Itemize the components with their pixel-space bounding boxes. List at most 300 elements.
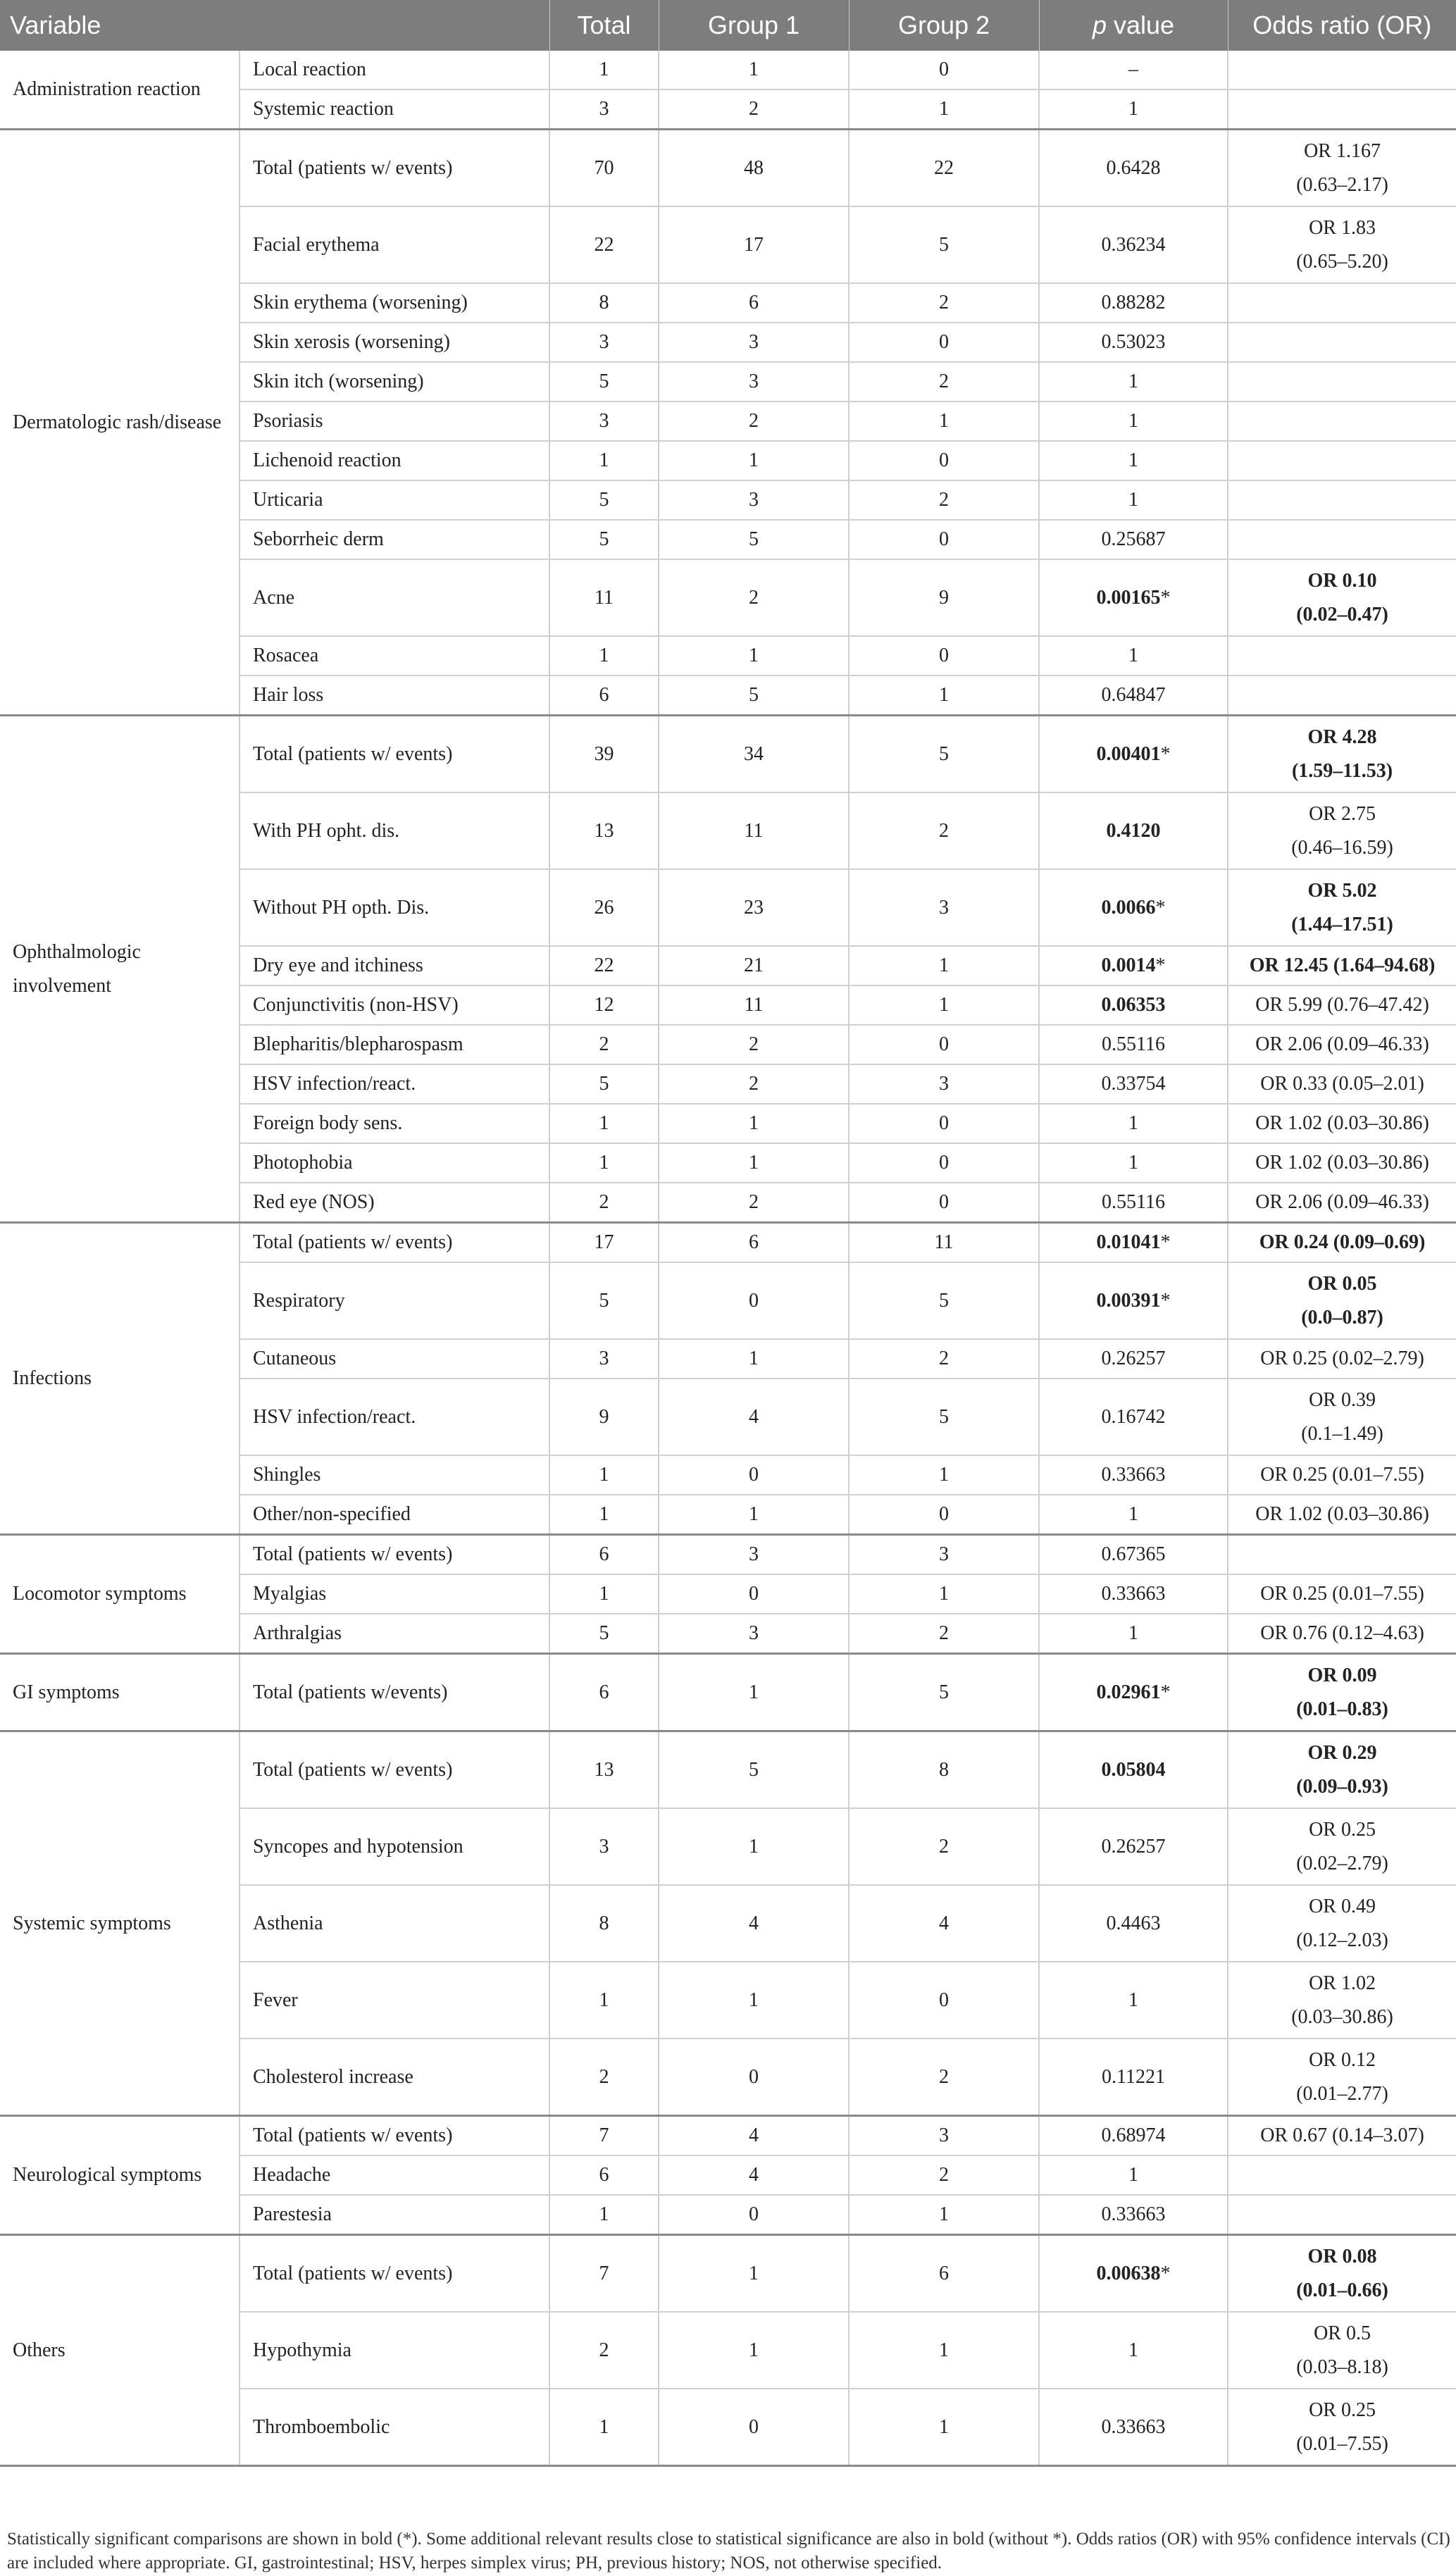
- total-cell: 22: [549, 946, 659, 985]
- p-value-text: 0.02961: [1096, 1681, 1161, 1703]
- row-label: Urticaria: [239, 480, 549, 520]
- p-value-cell: [1039, 1223, 1228, 1263]
- p-value-cell: [1039, 89, 1228, 130]
- row-label: Asthenia: [239, 1885, 549, 1962]
- group2-cell: 0: [849, 1143, 1039, 1183]
- p-value-cell: [1039, 1731, 1228, 1809]
- odds-ratio-cell: [1228, 441, 1456, 480]
- group1-cell: 0: [659, 1262, 849, 1339]
- significance-star: *: [1160, 1231, 1171, 1253]
- row-label: Thromboembolic: [239, 2389, 549, 2466]
- group1-cell: 2: [659, 559, 849, 636]
- p-value-text: 1: [1128, 371, 1139, 392]
- group1-cell: 5: [659, 676, 849, 716]
- p-value-text: 0.68974: [1101, 2124, 1166, 2146]
- p-value-cell: [1039, 362, 1228, 402]
- group1-cell: 0: [659, 1574, 849, 1614]
- p-value-text: 0.00401: [1096, 742, 1161, 765]
- p-value-cell: [1039, 1614, 1228, 1654]
- group1-cell: 3: [659, 1535, 849, 1575]
- p-value-cell: [1039, 520, 1228, 559]
- group1-cell: 2: [659, 402, 849, 441]
- group2-cell: 9: [849, 559, 1039, 636]
- group1-cell: 1: [659, 2312, 849, 2389]
- odds-ratio-value: OR 1.02 (0.03–30.86): [1255, 1152, 1429, 1174]
- total-cell: 8: [549, 1885, 659, 1962]
- row-label: Total (patients w/ events): [239, 2235, 549, 2313]
- group2-cell: 1: [849, 676, 1039, 716]
- group1-cell: 2: [659, 89, 849, 130]
- group2-cell: 2: [849, 2039, 1039, 2116]
- odds-ratio-ci: (0.46–16.59): [1291, 836, 1393, 859]
- group2-cell: 8: [849, 1731, 1039, 1809]
- p-value-text: 0.55116: [1102, 1033, 1165, 1055]
- row-label: Cutaneous: [239, 1339, 549, 1379]
- total-cell: 7: [549, 2116, 659, 2156]
- group1-cell: 1: [659, 441, 849, 480]
- p-value-cell: [1039, 1183, 1228, 1223]
- table-row: [0, 1223, 1456, 1263]
- total-cell: 1: [549, 2195, 659, 2235]
- category-cell: GI symptoms: [0, 1654, 239, 1731]
- odds-ratio-cell: [1228, 1104, 1456, 1143]
- odds-ratio-ci: (0.01–0.66): [1296, 2279, 1388, 2301]
- group2-cell: 11: [849, 1223, 1039, 1263]
- odds-ratio-cell: [1228, 946, 1456, 985]
- row-label: Total (patients w/ events): [239, 130, 549, 207]
- odds-ratio-ci: (1.59–11.53): [1291, 759, 1393, 782]
- group1-cell: 1: [659, 1104, 849, 1143]
- group1-cell: 6: [659, 1223, 849, 1263]
- p-value-cell: [1039, 1262, 1228, 1339]
- odds-ratio-value: OR 0.08: [1307, 2245, 1377, 2267]
- row-label: Total (patients w/ events): [239, 2116, 549, 2156]
- total-cell: 3: [549, 323, 659, 362]
- total-cell: 11: [549, 559, 659, 636]
- group1-cell: 4: [659, 1379, 849, 1455]
- odds-ratio-value: OR 0.25 (0.01–7.55): [1260, 1583, 1424, 1605]
- group2-cell: 2: [849, 2155, 1039, 2195]
- significance-star: *: [1155, 954, 1166, 976]
- p-value-cell: [1039, 559, 1228, 636]
- odds-ratio-ci: (0.03–30.86): [1291, 2005, 1393, 2028]
- odds-ratio-cell: [1228, 2039, 1456, 2116]
- group2-cell: 5: [849, 716, 1039, 793]
- odds-ratio-value: OR 0.12: [1309, 2048, 1376, 2071]
- odds-ratio-value: OR 0.67 (0.14–3.07): [1260, 2124, 1424, 2146]
- total-cell: 5: [549, 520, 659, 559]
- odds-ratio-value: OR 0.25: [1309, 1818, 1376, 1841]
- odds-ratio-value: OR 1.02 (0.03–30.86): [1255, 1112, 1429, 1134]
- header-p-italic: p: [1092, 11, 1107, 39]
- group1-cell: 3: [659, 480, 849, 520]
- row-label: Fever: [239, 1962, 549, 2039]
- odds-ratio-value: OR 0.39: [1309, 1388, 1376, 1411]
- row-label: Photophobia: [239, 1143, 549, 1183]
- p-value-cell: [1039, 869, 1228, 946]
- p-value-text: 1: [1128, 1112, 1139, 1134]
- p-value-text: 0.4463: [1106, 1912, 1161, 1934]
- total-cell: 6: [549, 1535, 659, 1575]
- odds-ratio-cell: [1228, 1574, 1456, 1614]
- group1-cell: 11: [659, 985, 849, 1025]
- odds-ratio-ci: (0.02–0.47): [1296, 603, 1388, 626]
- header-odds-ratio: Odds ratio (OR): [1228, 0, 1456, 51]
- odds-ratio-value: OR 0.25 (0.01–7.55): [1260, 1464, 1424, 1486]
- row-label: Syncopes and hypotension: [239, 1808, 549, 1885]
- total-cell: 5: [549, 1064, 659, 1104]
- group1-cell: 1: [659, 1143, 849, 1183]
- group1-cell: 3: [659, 323, 849, 362]
- group2-cell: 5: [849, 206, 1039, 283]
- group2-cell: 2: [849, 1339, 1039, 1379]
- odds-ratio-value: OR 0.10: [1307, 569, 1377, 592]
- row-label: Arthralgias: [239, 1614, 549, 1654]
- total-cell: 6: [549, 676, 659, 716]
- total-cell: 8: [549, 283, 659, 323]
- p-value-text: 0.33663: [1101, 2415, 1166, 2438]
- table-row: [0, 51, 1456, 89]
- odds-ratio-cell: [1228, 1731, 1456, 1809]
- odds-ratio-cell: [1228, 1379, 1456, 1455]
- odds-ratio-cell: [1228, 985, 1456, 1025]
- odds-ratio-ci: (0.09–0.93): [1296, 1775, 1388, 1798]
- row-label: Cholesterol increase: [239, 2039, 549, 2116]
- odds-ratio-value: OR 0.09: [1307, 1664, 1377, 1686]
- header-variable: Variable: [0, 0, 549, 51]
- significance-star: *: [1160, 2262, 1171, 2284]
- group1-cell: 0: [659, 2195, 849, 2235]
- p-value-cell: [1039, 792, 1228, 869]
- p-value-text: 1: [1128, 645, 1139, 666]
- total-cell: 1: [549, 1574, 659, 1614]
- odds-ratio-ci: (0.02–2.79): [1296, 1852, 1388, 1874]
- odds-ratio-cell: [1228, 1064, 1456, 1104]
- p-value-cell: [1039, 2312, 1228, 2389]
- odds-ratio-cell: [1228, 676, 1456, 716]
- group2-cell: 1: [849, 946, 1039, 985]
- group2-cell: 5: [849, 1379, 1039, 1455]
- row-label: HSV infection/react.: [239, 1064, 549, 1104]
- table-row: [0, 1654, 1456, 1731]
- odds-ratio-ci: (0.12–2.03): [1296, 1929, 1388, 1951]
- row-label: Parestesia: [239, 2195, 549, 2235]
- odds-ratio-value: OR 2.06 (0.09–46.33): [1255, 1033, 1429, 1055]
- row-label: Shingles: [239, 1455, 549, 1495]
- row-label: Skin xerosis (worsening): [239, 323, 549, 362]
- group1-cell: 3: [659, 1614, 849, 1654]
- total-cell: 9: [549, 1379, 659, 1455]
- group2-cell: 0: [849, 323, 1039, 362]
- p-value-text: 0.4120: [1106, 819, 1161, 842]
- odds-ratio-cell: [1228, 1808, 1456, 1885]
- group2-cell: 3: [849, 1064, 1039, 1104]
- p-value-cell: [1039, 1962, 1228, 2039]
- row-label: Facial erythema: [239, 206, 549, 283]
- p-value-text: 0.00391: [1096, 1289, 1161, 1312]
- total-cell: 3: [549, 402, 659, 441]
- p-value-text: 0.33663: [1101, 1583, 1166, 1605]
- p-value-text: 0.64847: [1101, 684, 1166, 706]
- total-cell: 1: [549, 1962, 659, 2039]
- odds-ratio-ci: (0.65–5.20): [1296, 250, 1388, 273]
- p-value-text: 0.88282: [1101, 292, 1166, 313]
- p-value-text: 0.06353: [1101, 994, 1166, 1016]
- group2-cell: 1: [849, 1455, 1039, 1495]
- significance-star: *: [1160, 1289, 1171, 1312]
- row-label: Hypothymia: [239, 2312, 549, 2389]
- group2-cell: 0: [849, 1183, 1039, 1223]
- row-label: Psoriasis: [239, 402, 549, 441]
- odds-ratio-cell: [1228, 89, 1456, 130]
- group1-cell: 0: [659, 2389, 849, 2466]
- category-cell: Systemic symptoms: [0, 1731, 239, 2116]
- row-label: Lichenoid reaction: [239, 441, 549, 480]
- p-value-text: 0.00165: [1096, 586, 1161, 609]
- total-cell: 1: [549, 636, 659, 676]
- group1-cell: 5: [659, 1731, 849, 1809]
- group2-cell: 0: [849, 441, 1039, 480]
- p-value-cell: [1039, 1495, 1228, 1535]
- row-label: Respiratory: [239, 1262, 549, 1339]
- odds-ratio-cell: [1228, 480, 1456, 520]
- p-value-text: 0.26257: [1101, 1835, 1166, 1858]
- significance-star: *: [1160, 1681, 1171, 1703]
- odds-ratio-cell: [1228, 51, 1456, 89]
- odds-ratio-ci: (0.0–0.87): [1301, 1306, 1383, 1329]
- total-cell: 1: [549, 441, 659, 480]
- group2-cell: 6: [849, 2235, 1039, 2313]
- p-value-text: 1: [1128, 1152, 1139, 1174]
- group1-cell: 1: [659, 1808, 849, 1885]
- odds-ratio-cell: [1228, 1885, 1456, 1962]
- odds-ratio-cell: [1228, 2116, 1456, 2156]
- odds-ratio-ci: (0.01–2.77): [1296, 2082, 1388, 2105]
- total-cell: 39: [549, 716, 659, 793]
- group2-cell: 3: [849, 869, 1039, 946]
- group1-cell: 1: [659, 2235, 849, 2313]
- p-value-cell: [1039, 323, 1228, 362]
- group1-cell: 5: [659, 520, 849, 559]
- odds-ratio-value: OR 0.5: [1314, 2322, 1371, 2344]
- group2-cell: 5: [849, 1262, 1039, 1339]
- header-group2: Group 2: [849, 0, 1039, 51]
- total-cell: 1: [549, 2389, 659, 2466]
- odds-ratio-value: OR 0.49: [1309, 1895, 1376, 1917]
- header-total: Total: [549, 0, 659, 51]
- odds-ratio-value: OR 0.76 (0.12–4.63): [1260, 1622, 1424, 1644]
- group2-cell: 3: [849, 1535, 1039, 1575]
- total-cell: 5: [549, 480, 659, 520]
- group1-cell: 1: [659, 1962, 849, 2039]
- p-value-cell: [1039, 402, 1228, 441]
- p-value-cell: [1039, 946, 1228, 985]
- total-cell: 2: [549, 1183, 659, 1223]
- p-value-text: 0.05804: [1101, 1758, 1166, 1781]
- table-row: [0, 2116, 1456, 2156]
- p-value-text: 0.11221: [1102, 2065, 1165, 2088]
- row-label: Seborrheic derm: [239, 520, 549, 559]
- row-label: Systemic reaction: [239, 89, 549, 130]
- row-label: Acne: [239, 559, 549, 636]
- p-value-cell: [1039, 2155, 1228, 2195]
- odds-ratio-cell: [1228, 1183, 1456, 1223]
- p-value-cell: [1039, 1339, 1228, 1379]
- p-value-text: 0.53023: [1101, 331, 1166, 353]
- group2-cell: 2: [849, 792, 1039, 869]
- p-value-cell: [1039, 130, 1228, 207]
- odds-ratio-value: OR 0.25 (0.02–2.79): [1260, 1348, 1424, 1369]
- p-value-cell: [1039, 51, 1228, 89]
- odds-ratio-cell: [1228, 130, 1456, 207]
- p-value-cell: [1039, 1379, 1228, 1455]
- odds-ratio-value: OR 0.24 (0.09–0.69): [1259, 1231, 1426, 1253]
- p-value-cell: [1039, 985, 1228, 1025]
- total-cell: 17: [549, 1223, 659, 1263]
- row-label: Blepharitis/blepharospasm: [239, 1025, 549, 1064]
- row-label: Dry eye and itchiness: [239, 946, 549, 985]
- category-cell: Infections: [0, 1223, 239, 1535]
- odds-ratio-cell: [1228, 1339, 1456, 1379]
- odds-ratio-cell: [1228, 2195, 1456, 2235]
- category-cell: Ophthalmologic involvement: [0, 716, 239, 1223]
- odds-ratio-cell: [1228, 1262, 1456, 1339]
- total-cell: 3: [549, 89, 659, 130]
- group2-cell: 1: [849, 2389, 1039, 2466]
- group2-cell: 2: [849, 362, 1039, 402]
- significance-star: *: [1160, 586, 1171, 609]
- group1-cell: 2: [659, 1025, 849, 1064]
- total-cell: 1: [549, 1104, 659, 1143]
- row-label: Total (patients w/ events): [239, 1535, 549, 1575]
- table-row: [0, 2235, 1456, 2313]
- p-value-cell: [1039, 1104, 1228, 1143]
- group1-cell: 4: [659, 1885, 849, 1962]
- odds-ratio-cell: [1228, 362, 1456, 402]
- group2-cell: 4: [849, 1885, 1039, 1962]
- row-label: Local reaction: [239, 51, 549, 89]
- category-cell: Administration reaction: [0, 51, 239, 130]
- group2-cell: 5: [849, 1654, 1039, 1731]
- p-value-cell: [1039, 1143, 1228, 1183]
- group1-cell: 17: [659, 206, 849, 283]
- group2-cell: 2: [849, 1614, 1039, 1654]
- group2-cell: 0: [849, 1025, 1039, 1064]
- p-value-cell: [1039, 2195, 1228, 2235]
- odds-ratio-value: OR 2.75: [1309, 802, 1376, 825]
- group1-cell: 0: [659, 2039, 849, 2116]
- group2-cell: 1: [849, 402, 1039, 441]
- p-value-text: 0.26257: [1101, 1348, 1166, 1369]
- p-value-cell: [1039, 206, 1228, 283]
- odds-ratio-cell: [1228, 1614, 1456, 1654]
- total-cell: 1: [549, 1495, 659, 1535]
- group1-cell: 1: [659, 51, 849, 89]
- row-label: HSV infection/react.: [239, 1379, 549, 1455]
- odds-ratio-cell: [1228, 716, 1456, 793]
- row-label: Total (patients w/ events): [239, 716, 549, 793]
- odds-ratio-ci: (0.63–2.17): [1296, 173, 1388, 196]
- p-value-text: –: [1128, 58, 1139, 80]
- p-value-cell: [1039, 1064, 1228, 1104]
- group2-cell: 2: [849, 283, 1039, 323]
- total-cell: 6: [549, 2155, 659, 2195]
- odds-ratio-cell: [1228, 402, 1456, 441]
- p-value-text: 1: [1128, 1622, 1139, 1644]
- row-label: Skin itch (worsening): [239, 362, 549, 402]
- p-value-text: 1: [1128, 1989, 1139, 2011]
- odds-ratio-value: OR 12.45 (1.64–94.68): [1249, 954, 1436, 976]
- p-value-text: 0.25687: [1101, 528, 1166, 550]
- p-value-text: 1: [1128, 1503, 1139, 1525]
- row-label: With PH opht. dis.: [239, 792, 549, 869]
- total-cell: 5: [549, 362, 659, 402]
- odds-ratio-value: OR 0.33 (0.05–2.01): [1260, 1073, 1424, 1095]
- row-label: Hair loss: [239, 676, 549, 716]
- p-value-text: 0.33663: [1101, 1464, 1166, 1486]
- total-cell: 7: [549, 2235, 659, 2313]
- p-value-text: 1: [1128, 410, 1139, 432]
- p-value-cell: [1039, 716, 1228, 793]
- p-value-cell: [1039, 441, 1228, 480]
- p-value-text: 1: [1128, 2339, 1139, 2361]
- odds-ratio-ci: (0.03–8.18): [1296, 2356, 1388, 2378]
- row-label: Total (patients w/ events): [239, 1223, 549, 1263]
- odds-ratio-cell: [1228, 520, 1456, 559]
- group2-cell: 0: [849, 1104, 1039, 1143]
- row-label: Red eye (NOS): [239, 1183, 549, 1223]
- table-row: [0, 1731, 1456, 1809]
- group2-cell: 0: [849, 51, 1039, 89]
- odds-ratio-cell: [1228, 323, 1456, 362]
- total-cell: 1: [549, 1455, 659, 1495]
- category-cell: Others: [0, 2235, 239, 2466]
- total-cell: 26: [549, 869, 659, 946]
- category-cell: Locomotor symptoms: [0, 1535, 239, 1654]
- group2-cell: 1: [849, 2312, 1039, 2389]
- group1-cell: 2: [659, 1064, 849, 1104]
- total-cell: 3: [549, 1339, 659, 1379]
- p-value-text: 0.36234: [1101, 233, 1166, 256]
- significance-star: *: [1160, 742, 1171, 765]
- p-value-text: 0.33663: [1101, 2203, 1166, 2225]
- group2-cell: 0: [849, 636, 1039, 676]
- row-label: Conjunctivitis (non-HSV): [239, 985, 549, 1025]
- group2-cell: 1: [849, 1574, 1039, 1614]
- p-value-text: 0.01041: [1096, 1231, 1161, 1253]
- odds-ratio-cell: [1228, 869, 1456, 946]
- row-label: Rosacea: [239, 636, 549, 676]
- p-value-text: 1: [1128, 489, 1139, 511]
- group1-cell: 4: [659, 2116, 849, 2156]
- odds-ratio-cell: [1228, 283, 1456, 323]
- p-value-text: 1: [1128, 2164, 1139, 2186]
- odds-ratio-value: OR 2.06 (0.09–46.33): [1255, 1191, 1429, 1213]
- odds-ratio-value: OR 4.28: [1307, 726, 1377, 748]
- odds-ratio-ci: (0.01–7.55): [1296, 2432, 1388, 2455]
- group2-cell: 1: [849, 985, 1039, 1025]
- odds-ratio-ci: (0.1–1.49): [1301, 1422, 1383, 1445]
- odds-ratio-ci: (1.44–17.51): [1291, 913, 1393, 935]
- p-value-cell: [1039, 636, 1228, 676]
- odds-ratio-cell: [1228, 2155, 1456, 2195]
- odds-ratio-ci: (0.01–0.83): [1296, 1698, 1388, 1720]
- p-value-cell: [1039, 1025, 1228, 1064]
- group2-cell: 0: [849, 1962, 1039, 2039]
- odds-ratio-cell: [1228, 636, 1456, 676]
- table-row: [0, 716, 1456, 793]
- p-value-cell: [1039, 2039, 1228, 2116]
